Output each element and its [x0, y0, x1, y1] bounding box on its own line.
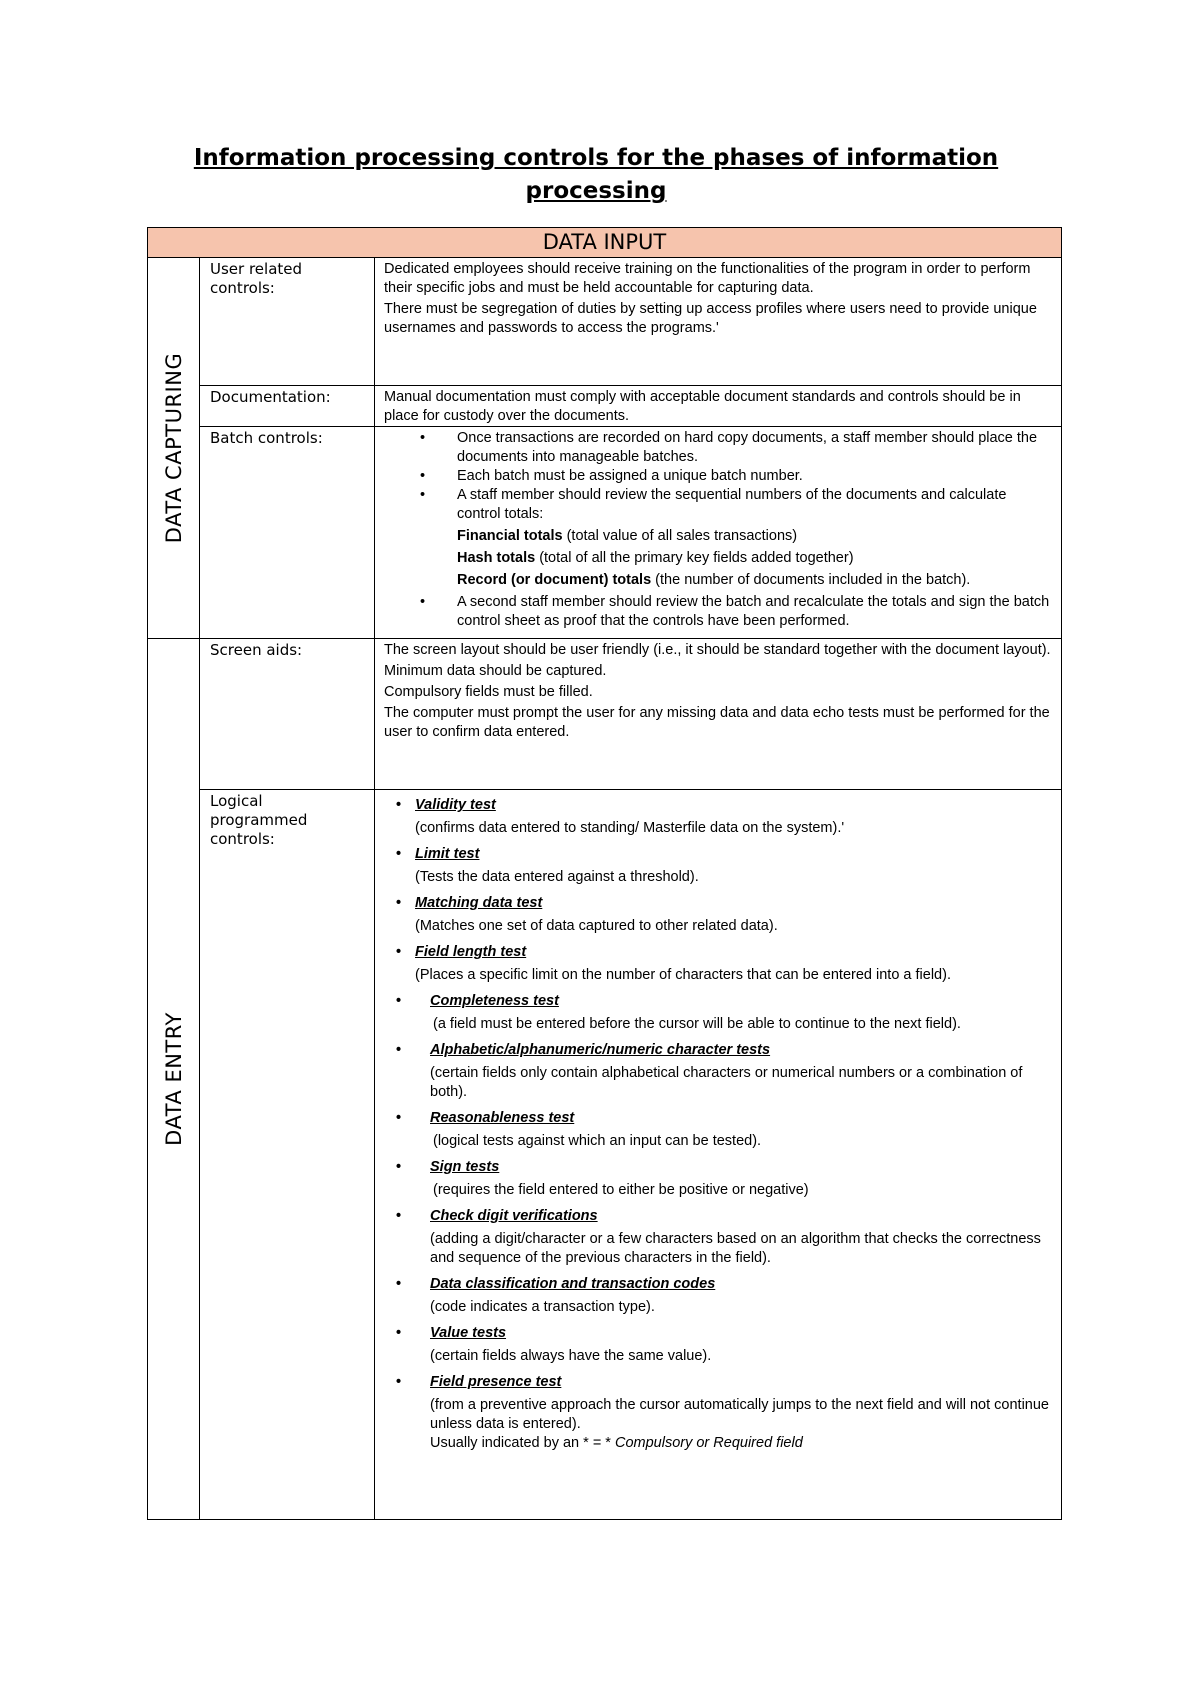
controls-table	[147, 227, 1062, 1520]
control-total-desc: (total of all the primary key fields added together)	[535, 550, 854, 566]
test-desc: (Matches one set of data captured to other related data).	[415, 918, 778, 934]
control-total	[384, 527, 1051, 546]
section-data-capturing	[148, 258, 200, 639]
note-italic: Compulsory or Required field	[614, 1435, 803, 1451]
test-name: • Sign tests	[430, 1159, 500, 1175]
test-desc: (certain fields only contain alphabetical characters or numerical numbers or a combination of both).	[430, 1065, 1023, 1100]
batch-bullet-list	[384, 429, 1051, 524]
row-label-user-related: User related controls:	[200, 258, 375, 386]
list-item	[384, 894, 1051, 936]
table-header-row	[148, 228, 1062, 258]
list-item	[384, 992, 1051, 1034]
batch-bullet-list	[384, 593, 1051, 631]
row-content-screen-aids	[375, 639, 1062, 790]
section-label-data-capturing: DATA CAPTURING	[161, 352, 186, 544]
control-total-name: Hash totals	[457, 550, 536, 566]
table-row	[148, 258, 1062, 386]
row-label-documentation: Documentation:	[200, 386, 375, 427]
control-total-name: Financial totals	[457, 528, 563, 544]
paragraph: The screen layout should be user friendly (i.e., it should be standard together with the document layout).	[384, 642, 1051, 658]
paragraph: The computer must prompt the user for any missing data and data echo tests must be performed for the user to confirm data entered.	[384, 705, 1050, 740]
control-total-desc: (the number of documents included in the batch).	[651, 572, 971, 588]
control-total	[384, 571, 1051, 590]
paragraph: Compulsory fields must be filled.	[384, 684, 593, 700]
test-name: • Limit test	[415, 846, 480, 862]
list-item	[384, 1041, 1051, 1102]
test-name: • Matching data test	[415, 895, 543, 911]
list-item: • Each batch must be assigned a unique batch number.	[384, 467, 1051, 486]
list-item	[384, 1324, 1051, 1366]
paragraph: Minimum data should be captured.	[384, 663, 607, 679]
row-label-logical: Logical programmed controls:	[200, 790, 375, 1520]
section-label-data-entry: DATA ENTRY	[161, 1012, 186, 1146]
list-item	[384, 943, 1051, 985]
paragraph: Dedicated employees should receive training on the functionalities of the program in order to perform their specific jobs and must be held accountable for capturing data.	[384, 261, 1031, 296]
table-row	[148, 427, 1062, 639]
test-desc: (adding a digit/character or a few characters based on an algorithm that checks the correctness and sequence of the previous characters in the field).	[430, 1231, 1041, 1266]
page-title: Information processing controls for the phases of information processing	[193, 145, 999, 204]
test-name: • Data classification and transaction codes	[430, 1276, 716, 1292]
table-row	[148, 790, 1062, 1520]
test-desc: (code indicates a transaction type).	[430, 1299, 655, 1315]
list-item: • A staff member should review the sequential numbers of the documents and calculate control totals:	[384, 486, 1051, 524]
required-field-note	[430, 1434, 1051, 1453]
row-label-screen-aids: Screen aids:	[200, 639, 375, 790]
test-desc: (Tests the data entered against a threshold).	[415, 869, 699, 885]
control-total-name: Record (or document) totals	[457, 572, 652, 588]
test-name: • Reasonableness test	[430, 1110, 575, 1126]
note-prefix: Usually indicated by an * = *	[430, 1435, 615, 1451]
test-name: • Completeness test	[430, 993, 559, 1009]
list-item	[384, 1109, 1051, 1151]
list-item	[384, 1207, 1051, 1268]
test-desc: (logical tests against which an input can be tested).	[433, 1133, 762, 1149]
control-total	[384, 549, 1051, 568]
list-item	[384, 1373, 1051, 1453]
test-desc: (confirms data entered to standing/ Masterfile data on the system).'	[415, 820, 845, 836]
test-name: • Value tests	[430, 1325, 507, 1341]
test-desc: (from a preventive approach the cursor automatically jumps to the next field and will not continue unless data is entered).	[430, 1397, 1049, 1432]
test-name: • Validity test	[415, 797, 496, 813]
list-item	[384, 796, 1051, 838]
control-total-desc: (total value of all sales transactions)	[562, 528, 798, 544]
row-label-batch: Batch controls:	[200, 427, 375, 639]
paragraph: There must be segregation of duties by setting up access profiles where users need to provide unique usernames and passwords to access the programs.'	[384, 301, 1037, 336]
list-item	[384, 845, 1051, 887]
test-desc: (requires the field entered to either be positive or negative)	[433, 1182, 809, 1198]
test-desc: (certain fields always have the same value).	[430, 1348, 712, 1364]
list-item	[384, 1158, 1051, 1200]
test-desc: (a field must be entered before the cursor will be able to continue to the next field).	[433, 1016, 961, 1032]
table-header: DATA INPUT	[148, 228, 1062, 258]
table-row	[148, 386, 1062, 427]
section-data-entry	[148, 639, 200, 1520]
test-name: • Check digit verifications	[430, 1208, 598, 1224]
row-content-documentation: Manual documentation must comply with acceptable document standards and controls should be in place for custody over the documents.	[375, 386, 1062, 427]
test-name: • Field presence test	[430, 1374, 562, 1390]
test-desc: (Places a specific limit on the number of characters that can be entered into a field).	[415, 967, 951, 983]
row-content-logical	[375, 790, 1062, 1520]
test-name: • Field length test	[415, 944, 527, 960]
list-item: • A second staff member should review the batch and recalculate the totals and sign the batch control sheet as proof that the controls have been performed.	[384, 593, 1051, 631]
test-name: • Alphabetic/alphanumeric/numeric character tests	[430, 1042, 771, 1058]
row-content-user-related	[375, 258, 1062, 386]
list-item	[384, 1275, 1051, 1317]
row-content-batch	[375, 427, 1062, 639]
logical-tests-list	[384, 796, 1051, 1453]
table-row	[148, 639, 1062, 790]
list-item: • Once transactions are recorded on hard copy documents, a staff member should place the documents into manageable batches.	[384, 429, 1051, 467]
